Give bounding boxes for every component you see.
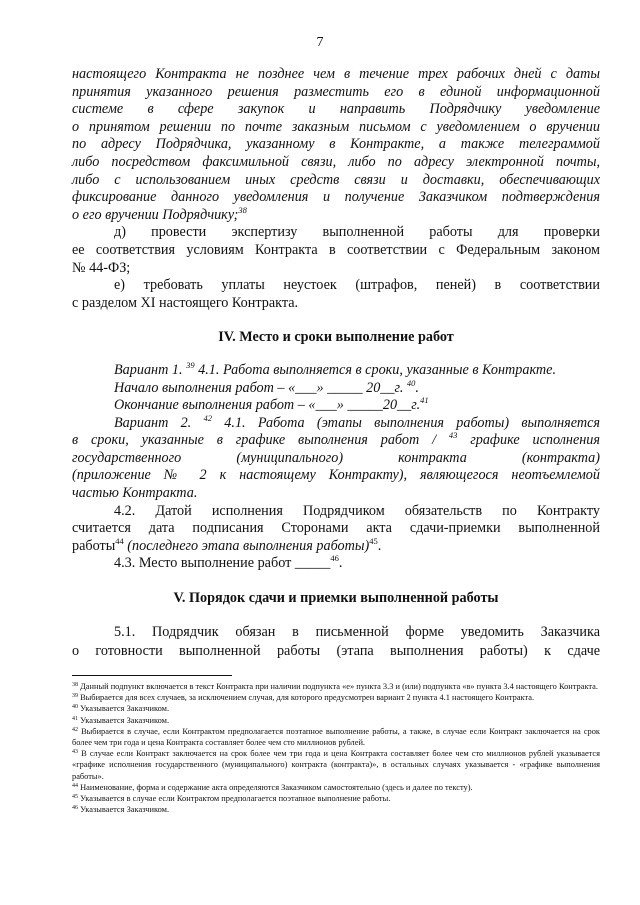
footnote [72,715,600,726]
variant-1 [72,359,600,415]
text-fragment: о его вручении Подрядчику; [72,206,239,223]
footnote-text: Указывается в случае если Контрактом предполагается поэтапное выполнение работы. [80,794,391,804]
footnote [72,748,600,782]
footnote-number: 45 [72,794,78,801]
continuation-paragraph [72,66,600,224]
footnote [72,782,600,793]
footnote [72,692,600,703]
text-line: либо с использованием иных средств связи и доставки, обеспечивающих [72,171,600,188]
text-line: либо посредством факсимильной связи, либо по адресу электронной почты, [72,153,600,170]
footnote-text: Выбирается для всех случаев, за исключением случая, для которого предусмотрен вариант 2 пункта 4.1 настоящего Контракта. [80,693,535,703]
text-fragment: работы [72,537,116,554]
footnote-ref-43: 43 [448,430,458,441]
footnote-text: Указывается Заказчиком. [80,805,170,815]
text-line: е) требовать уплаты неустоек (штрафов, пеней) в соответствии [114,277,600,294]
item-d [72,224,600,277]
text-line: № 44-ФЗ; [72,259,131,276]
text-fragment: . [377,537,382,554]
text-line: принятия указанного решения разместить его в единой информационной [72,83,600,100]
footnote-text: Выбирается в случае, если Контрактом предполагается поэтапное выполнение работы, а также, в случае если Контракт заключается на срок более чем три года и цена Контракта составляет более чем сто миллионов рублей. [72,726,600,748]
footnote-text: В случае если Контракт заключается на срок более чем три года и цена Контракта составляет более чем сто миллионов рублей указывается «графике исполнения государственного (муниципального) контракта (контракта)», в остальных случаях указывается - «графике выполнения работы». [72,749,600,781]
footnote-ref-45: 45 [369,535,378,546]
text-line [72,359,600,380]
end-date-line: Окончание выполнения работ – «___» _____20__г. [114,397,421,414]
footnote-separator [72,675,232,676]
text-line: считается дата подписания Сторонами акта сдачи-приемки выполненной [72,520,600,537]
footnote-ref-41: 41 [420,395,429,406]
text-line: фиксирование данного уведомления и получение Заказчиком подтверждения [72,189,600,206]
footnote-ref-39: 39 [186,359,195,370]
footnote-number: 46 [72,805,78,812]
text-line: с разделом XI настоящего Контракта. [72,294,299,311]
start-date-line: Начало выполнения работ – «___» _____ 20__г. [114,379,404,396]
footnotes [72,681,600,815]
text-fragment: в сроки, указанные в графике выполнения работ / [72,432,437,449]
item-e [72,277,600,312]
footnote-ref-42: 42 [203,412,213,423]
text-line: 4.2. Датой исполнения Подрядчиком обязательств по Контракту [114,502,600,519]
text-fragment: 4.3. Место выполнение работ _____ [114,555,331,572]
footnote [72,681,600,692]
footnote [72,703,600,714]
footnote-number: 41 [72,715,78,722]
variant-label: Вариант 1. [114,361,183,378]
footnote-number: 43 [72,749,78,756]
footnote-ref-38: 38 [238,204,247,215]
text-fragment: 4.1. Работа (этапы выполнения работы) выполняется [224,414,601,431]
text-line [72,397,600,415]
footnote-ref-44: 44 [115,535,124,546]
text-fragment: 4.1. Работа выполняется в сроки, указанные в Контракте. [198,361,557,378]
text-line [72,412,601,433]
footnote-number: 44 [72,782,78,789]
text-line [72,432,600,450]
variant-label: Вариант 2. [114,414,192,431]
paragraph-5-1 [72,623,600,661]
footnote-text: Указывается Заказчиком. [80,715,170,725]
text-fragment: . [338,555,343,572]
footnote-number: 39 [72,693,78,700]
text-line: государственного (муниципального) контракта (контракта) [72,449,600,466]
footnote-number: 38 [72,682,78,688]
text-line: о принятом решении по почте заказным письмом с уведомлением о вручении [72,118,600,135]
text-line: (приложение № 2 к настоящему Контракту), являющегося неотъемлемой [72,467,600,484]
text-line: системе в сфере закупок и направить Подрядчику уведомление [72,101,600,118]
footnote-text: Данный подпункт включается в текст Контракта при наличии подпункта «е» пункта 3.3 и (или) подпункта «в» пункта 3.4 настоящего Контракта. [80,682,598,691]
footnote-text: Указывается Заказчиком. [80,704,170,714]
footnote-ref-40: 40 [406,377,416,388]
footnote [72,804,600,815]
text-line: частью Контракта. [72,485,198,502]
text-line: о готовности выполненной работы (этапа выполнения работы) к сдаче [72,642,600,659]
text-line: д) провести экспертизу выполненной работы для проверки [114,224,600,241]
text-line [72,204,600,225]
text-fragment: графике исполнения [470,432,600,449]
footnote [72,793,600,804]
footnote-number: 40 [72,704,78,711]
section-heading-iv: IV. Место и сроки выполнение работ [218,329,454,346]
text-fragment: (последнего этапа выполнения работы) [127,537,370,554]
footnote-text: Наименование, форма и содержание акта определяются Заказчиком самостоятельно (здесь и далее по тексту). [80,782,473,792]
text-line: ее соответствия условиям Контракта в соответствии с Федеральным законом [72,241,600,258]
text-line: настоящего Контракта не позднее чем в течение трех рабочих дней с даты [72,66,600,82]
footnote-ref-46: 46 [330,553,339,564]
paragraph-4-2 [72,503,600,556]
text-line: по адресу Подрядчика, указанному в Контракте, а также телеграммой [72,136,600,153]
section-heading-v: V. Порядок сдачи и приемки выполненной работы [173,590,499,607]
text-line: Начало выполнения работ – «___» _____ 20__г. $^{40}$. [114,377,419,396]
page-body [72,66,600,661]
footnote [72,726,600,748]
text-line: 5.1. Подрядчик обязан в письменной форме уведомить Заказчика [114,623,600,640]
variant-2 [72,412,601,503]
paragraph-4-3 [72,555,600,573]
footnote-number: 42 [72,726,78,733]
page-number: 7 [316,35,324,50]
